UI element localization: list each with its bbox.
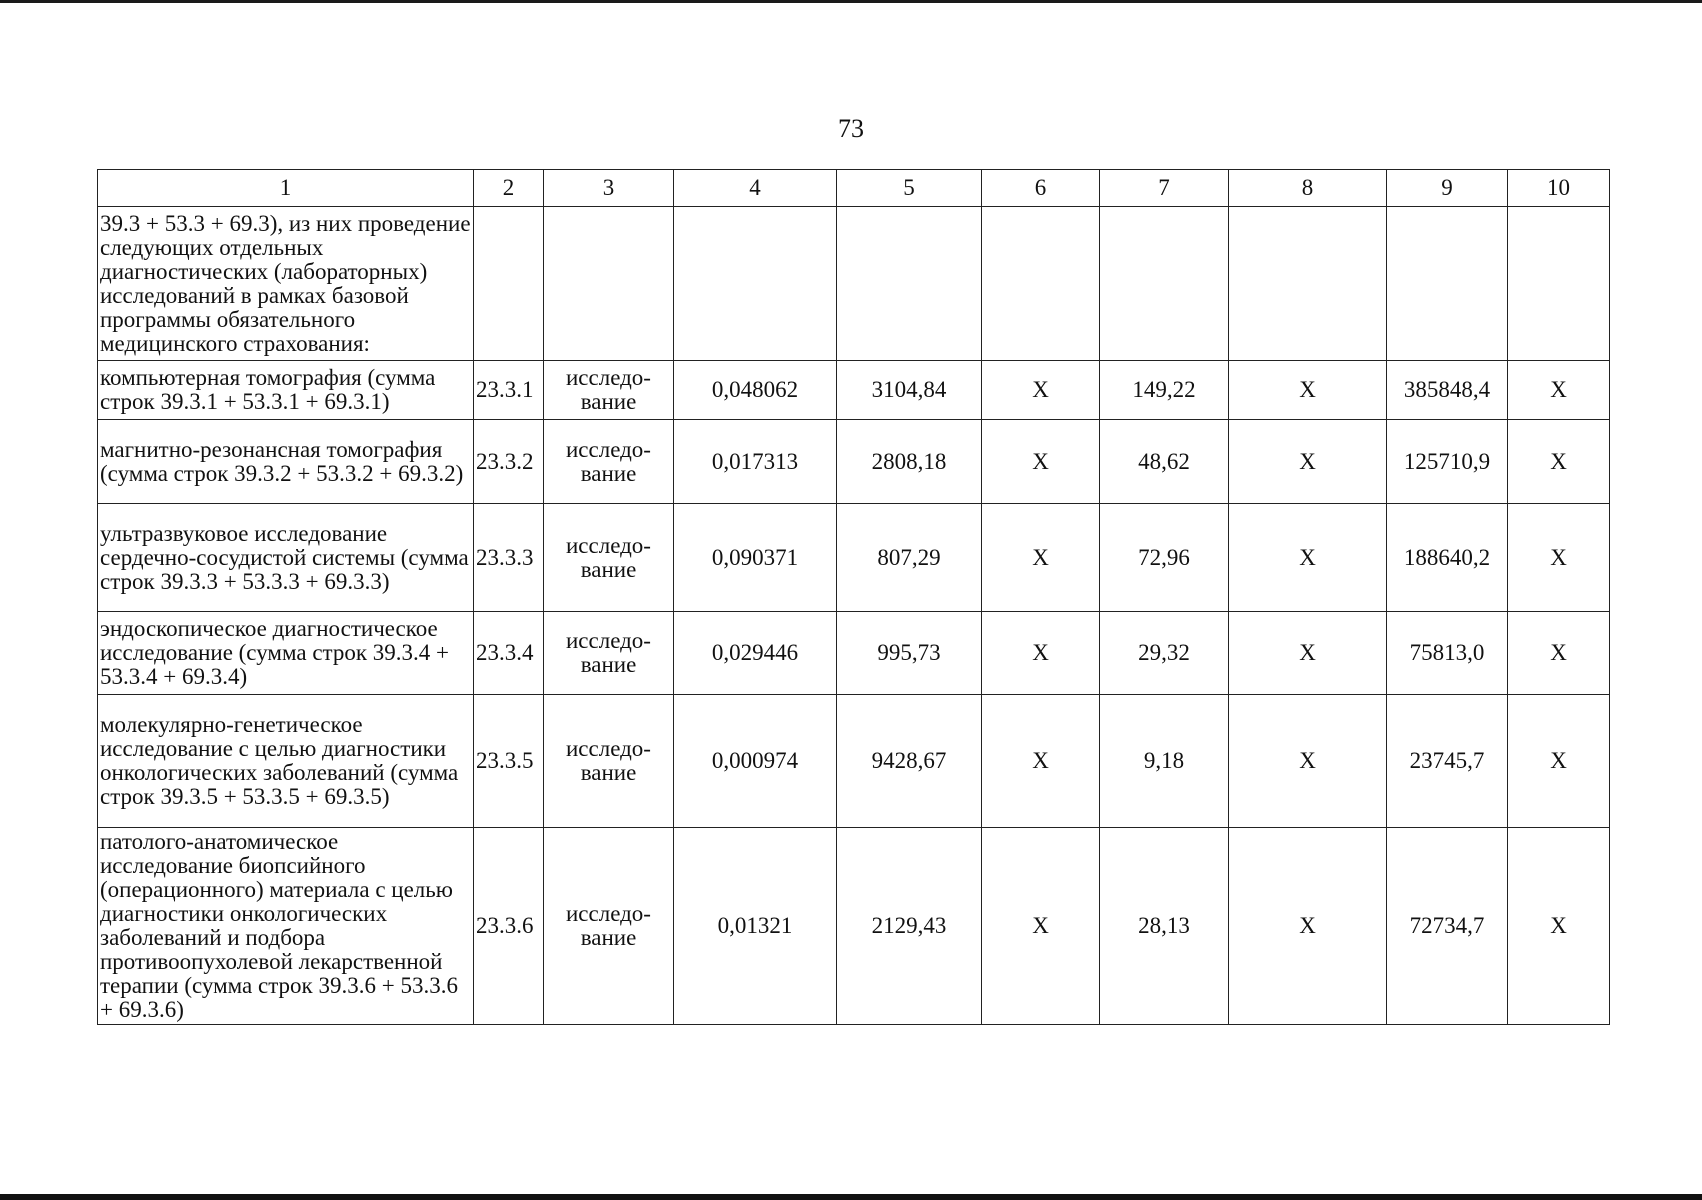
- cell-col10: X: [1508, 504, 1610, 612]
- column-header: 10: [1508, 170, 1610, 207]
- cell-col10: X: [1508, 695, 1610, 828]
- cell-col8: X: [1229, 420, 1387, 504]
- cell-col8: X: [1229, 828, 1387, 1025]
- table-row: [98, 695, 1610, 828]
- cell-col7: 28,13: [1100, 828, 1229, 1025]
- cell-col5: [837, 207, 982, 361]
- cell-col9: 75813,0: [1387, 612, 1508, 695]
- cell-col8: [1229, 207, 1387, 361]
- cell-col6: X: [982, 420, 1100, 504]
- cell-col8: X: [1229, 361, 1387, 420]
- cell-col9: 23745,7: [1387, 695, 1508, 828]
- table-row: [98, 361, 1610, 420]
- table-row: [98, 207, 1610, 361]
- row-unit: исследо-вание: [544, 361, 674, 420]
- row-unit: исследо-вание: [544, 695, 674, 828]
- cell-col5: 2129,43: [837, 828, 982, 1025]
- cell-col10: [1508, 207, 1610, 361]
- row-code: 23.3.2: [474, 420, 544, 504]
- column-header: 8: [1229, 170, 1387, 207]
- table-row: [98, 828, 1610, 1025]
- row-unit: [544, 207, 674, 361]
- cell-col10: X: [1508, 420, 1610, 504]
- row-description: 39.3 + 53.3 + 69.3), из них проведение следующих отдельных диагностических (лабораторных) исследований в рамках базовой программы обязательного медицинского страхования:: [98, 207, 474, 361]
- cell-col4: 0,000974: [674, 695, 837, 828]
- row-code: [474, 207, 544, 361]
- row-code: 23.3.3: [474, 504, 544, 612]
- column-header: 2: [474, 170, 544, 207]
- cell-col4: 0,090371: [674, 504, 837, 612]
- cell-col8: X: [1229, 612, 1387, 695]
- cell-col8: X: [1229, 695, 1387, 828]
- cell-col4: [674, 207, 837, 361]
- cell-col7: 149,22: [1100, 361, 1229, 420]
- row-unit: исследо-вание: [544, 504, 674, 612]
- cell-col5: 807,29: [837, 504, 982, 612]
- column-header: 6: [982, 170, 1100, 207]
- table-row: [98, 504, 1610, 612]
- cell-col10: X: [1508, 361, 1610, 420]
- cell-col9: 385848,4: [1387, 361, 1508, 420]
- cell-col6: X: [982, 361, 1100, 420]
- cell-col6: X: [982, 695, 1100, 828]
- row-description: патолого-анатомическое исследование биопсийного (операционного) материала с целью диагностики онкологических заболеваний и подбора противоопухолевой лекарственной терапии (сумма строк 39.3.6 + 53.3.6 + 69.3.6): [98, 828, 474, 1025]
- cell-col9: 72734,7: [1387, 828, 1508, 1025]
- column-header: 4: [674, 170, 837, 207]
- cell-col4: 0,048062: [674, 361, 837, 420]
- cell-col5: 995,73: [837, 612, 982, 695]
- row-description: молекулярно-генетическое исследование с целью диагностики онкологических заболеваний (сумма строк 39.3.5 + 53.3.5 + 69.3.5): [98, 695, 474, 828]
- cell-col10: X: [1508, 828, 1610, 1025]
- cell-col5: 2808,18: [837, 420, 982, 504]
- column-header: 1: [98, 170, 474, 207]
- cell-col7: 72,96: [1100, 504, 1229, 612]
- table-row: [98, 612, 1610, 695]
- column-header: 5: [837, 170, 982, 207]
- row-description: эндоскопическое диагностическое исследование (сумма строк 39.3.4 + 53.3.4 + 69.3.4): [98, 612, 474, 695]
- cell-col9: 188640,2: [1387, 504, 1508, 612]
- cell-col7: [1100, 207, 1229, 361]
- cell-col9: [1387, 207, 1508, 361]
- cell-col7: 48,62: [1100, 420, 1229, 504]
- row-code: 23.3.1: [474, 361, 544, 420]
- cell-col4: 0,017313: [674, 420, 837, 504]
- header-row: [98, 170, 1610, 207]
- page-number: 73: [838, 114, 864, 143]
- cell-col7: 29,32: [1100, 612, 1229, 695]
- row-description: магнитно-резонансная томография (сумма строк 39.3.2 + 53.3.2 + 69.3.2): [98, 420, 474, 504]
- cell-col7: 9,18: [1100, 695, 1229, 828]
- row-unit: исследо-вание: [544, 828, 674, 1025]
- cell-col10: X: [1508, 612, 1610, 695]
- row-description: компьютерная томография (сумма строк 39.3.1 + 53.3.1 + 69.3.1): [98, 361, 474, 420]
- page-bottom-edge: [0, 1194, 1702, 1200]
- cell-col5: 3104,84: [837, 361, 982, 420]
- cell-col6: X: [982, 504, 1100, 612]
- row-description: ультразвуковое исследование сердечно-сосудистой системы (сумма строк 39.3.3 + 53.3.3 + 69.3.3): [98, 504, 474, 612]
- row-unit: исследо-вание: [544, 612, 674, 695]
- cell-col6: X: [982, 828, 1100, 1025]
- cell-col6: [982, 207, 1100, 361]
- row-code: 23.3.6: [474, 828, 544, 1025]
- column-header: 3: [544, 170, 674, 207]
- row-code: 23.3.5: [474, 695, 544, 828]
- cell-col4: 0,029446: [674, 612, 837, 695]
- cell-col8: X: [1229, 504, 1387, 612]
- cell-col4: 0,01321: [674, 828, 837, 1025]
- cell-col6: X: [982, 612, 1100, 695]
- row-code: 23.3.4: [474, 612, 544, 695]
- column-header: 9: [1387, 170, 1508, 207]
- cell-col5: 9428,67: [837, 695, 982, 828]
- page-top-edge: [0, 0, 1702, 3]
- row-unit: исследо-вание: [544, 420, 674, 504]
- column-header: 7: [1100, 170, 1229, 207]
- data-table: [97, 169, 1610, 1025]
- table-row: [98, 420, 1610, 504]
- cell-col9: 125710,9: [1387, 420, 1508, 504]
